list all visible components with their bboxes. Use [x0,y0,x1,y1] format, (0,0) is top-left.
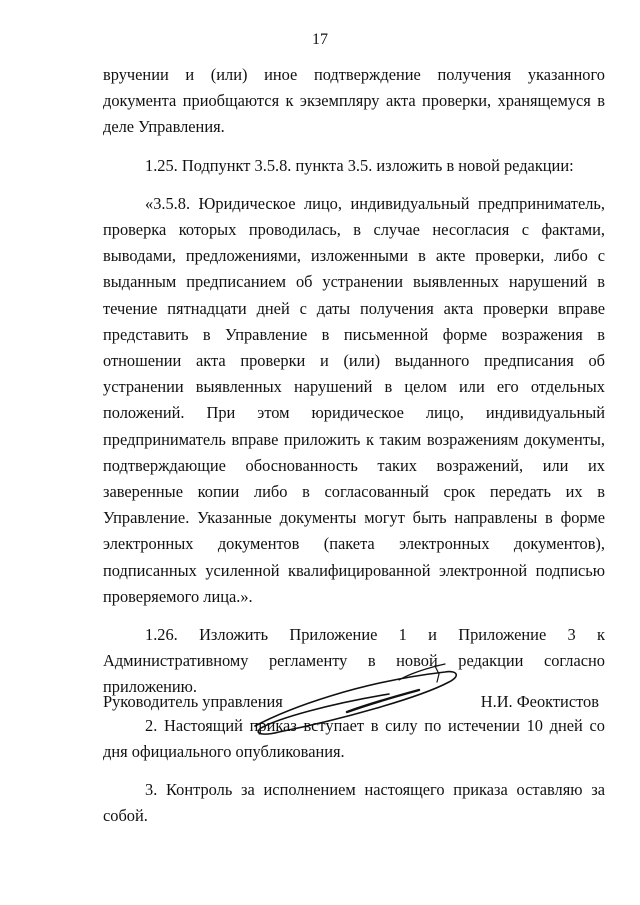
paragraph-continuation: вручении и (или) иное подтверждение получения указанного документа приобщаются к экземпляру акта проверки, хранящемуся в деле Управления. [103,65,605,137]
paragraph-3: 3. Контроль за исполнением настоящего приказа оставляю за собой. [103,780,605,826]
signatory-name: Н.И. Феоктистов [480,692,599,711]
paragraph-2: 2. Настоящий приказ вступает в силу по истечении 10 дней со дня официального опубликования. [103,715,605,761]
paragraph-quote-3-5-8: «3.5.8. Юридическое лицо, индивидуальный предприниматель, проверка которых проводилась, в случае несогласия с фактами, выводами, предложениями, изложенными в акте проверки, либо с выданным предписанием об устранении выявленных нарушений в течение пятнадцати дней с даты получения акта проверки вправе представить в Управление в письменной форме возражения в отношении акта проверки и (или) выданного предписания об устранении выявленных нарушений в целом или его отдельных положений. При этом юридическое лицо, индивидуальный предприниматель вправе приложить к таким возражениям документы, подтверждающие обоснованность таких возражений, или их заверенные копии либо в согласованный срок передать их в Управление. Указанные документы могут быть направлены в форме электронных документов (пакета электронных документов), подписанных усиленной квалифицированной электронной подписью проверяемого лица.». [103,193,605,606]
signatory-position: Руководитель управления [103,692,283,711]
paragraph-1-26: 1.26. Изложить Приложение 1 и Приложение 3 к Административному регламенту в новой редакции согласно приложению. [103,625,605,697]
signature-block [103,684,599,744]
handwritten-signature [249,660,469,744]
page-number: 17 [312,31,328,48]
paragraph-1-25: 1.25. Подпункт 3.5.8. пункта 3.5. изложить в новой редакции: [145,155,574,175]
